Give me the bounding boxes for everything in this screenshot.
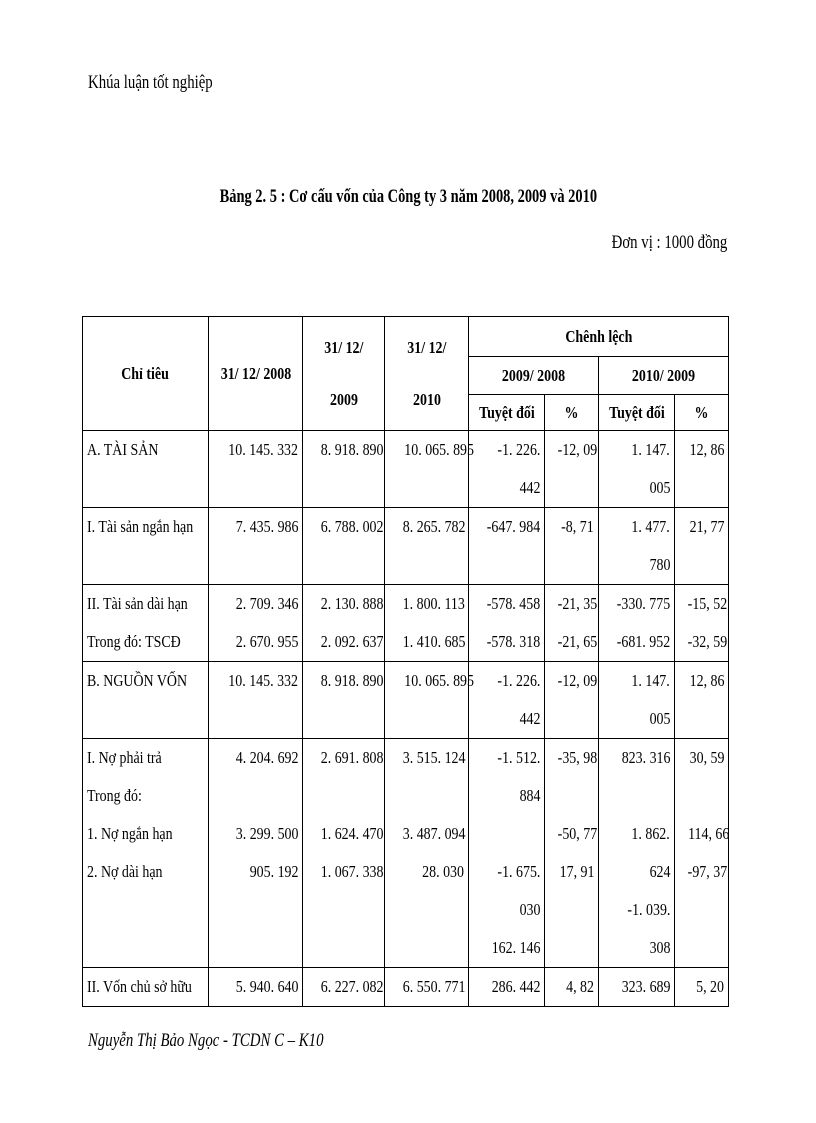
cell-2010: 10. 065. 895: [385, 662, 469, 739]
header-absolute-2: Tuyệt đối: [599, 395, 675, 431]
cell-absolute-2010-2009: -330. 775 -681. 952: [599, 585, 675, 662]
header-percent-2: %: [675, 395, 729, 431]
cell-absolute-2010-2009: 323. 689: [599, 968, 675, 1007]
cell-2009: 2. 130. 888 2. 092. 637: [303, 585, 385, 662]
header-2009: 31/ 12/ 2009: [303, 317, 385, 431]
cell-absolute-2010-2009: 1. 147. 005: [599, 662, 675, 739]
cell-percent-2009-2008: 4, 82: [545, 968, 599, 1007]
cell-absolute-2010-2009: 823. 316 1. 862. 624 -1. 039. 308: [599, 739, 675, 968]
cell-percent-2009-2008: -12, 09: [545, 431, 599, 508]
cell-2009: 6. 788. 002: [303, 508, 385, 585]
cell-indicator: A. TÀI SẢN: [83, 431, 209, 508]
unit-label: Đơn vị : 1000 đồng: [611, 232, 727, 253]
table-row: [83, 739, 729, 968]
cell-absolute-2009-2008: -1. 512. 884 -1. 675. 030 162. 146: [469, 739, 545, 968]
cell-percent-2010-2009: 5, 20: [675, 968, 729, 1007]
cell-2009: 2. 691. 808 1. 624. 470 1. 067. 338: [303, 739, 385, 968]
cell-2009: 6. 227. 082: [303, 968, 385, 1007]
cell-percent-2009-2008: -8, 71: [545, 508, 599, 585]
cell-absolute-2010-2009: 1. 477. 780: [599, 508, 675, 585]
cell-percent-2010-2009: -15, 52 -32, 59: [675, 585, 729, 662]
table-row: [83, 508, 729, 585]
cell-2010: 8. 265. 782: [385, 508, 469, 585]
cell-2008: 10. 145. 332: [209, 431, 303, 508]
cell-indicator: I. Nợ phải trả Trong đó: 1. Nợ ngắn hạn 2. Nợ dài hạn: [83, 739, 209, 968]
table-row: [83, 968, 729, 1007]
header-note: Khúa luận tốt nghiệp: [88, 72, 213, 93]
capital-structure-table: [82, 316, 729, 1007]
header-indicator: Chỉ tiêu: [83, 317, 209, 431]
cell-2010: 1. 800. 113 1. 410. 685: [385, 585, 469, 662]
table-row: [83, 585, 729, 662]
cell-2008: 4. 204. 692 3. 299. 500 905. 192: [209, 739, 303, 968]
footer-author: Nguyễn Thị Bảo Ngọc - TCDN C – K10: [88, 1030, 324, 1051]
cell-indicator: II. Vốn chủ sở hữu: [83, 968, 209, 1007]
cell-2009: 8. 918. 890: [303, 431, 385, 508]
cell-absolute-2009-2008: -647. 984: [469, 508, 545, 585]
table-row: [83, 431, 729, 508]
cell-indicator: B. NGUỒN VỐN: [83, 662, 209, 739]
cell-2008: 5. 940. 640: [209, 968, 303, 1007]
header-period-2010-2009: 2010/ 2009: [599, 357, 729, 395]
cell-percent-2009-2008: -21, 35 -21, 65: [545, 585, 599, 662]
header-absolute-1: Tuyệt đối: [469, 395, 545, 431]
cell-2010: 6. 550. 771: [385, 968, 469, 1007]
cell-percent-2009-2008: -35, 98 -50, 77 17, 91: [545, 739, 599, 968]
cell-2010: 10. 065. 895: [385, 431, 469, 508]
cell-absolute-2009-2008: -1. 226. 442: [469, 662, 545, 739]
table-row: [83, 662, 729, 739]
cell-absolute-2010-2009: 1. 147. 005: [599, 431, 675, 508]
header-2008: 31/ 12/ 2008: [209, 317, 303, 431]
cell-2010: 3. 515. 124 3. 487. 094 28. 030: [385, 739, 469, 968]
cell-2008: 10. 145. 332: [209, 662, 303, 739]
cell-absolute-2009-2008: 286. 442: [469, 968, 545, 1007]
header-percent-1: %: [545, 395, 599, 431]
cell-absolute-2009-2008: -1. 226. 442: [469, 431, 545, 508]
cell-indicator: I. Tài sản ngắn hạn: [83, 508, 209, 585]
cell-absolute-2009-2008: -578. 458 -578. 318: [469, 585, 545, 662]
cell-indicator: II. Tài sản dài hạn Trong đó: TSCĐ: [83, 585, 209, 662]
cell-2008: 7. 435. 986: [209, 508, 303, 585]
cell-percent-2009-2008: -12, 09: [545, 662, 599, 739]
cell-percent-2010-2009: 12, 86: [675, 662, 729, 739]
cell-percent-2010-2009: 30, 59 114, 66 -97, 37: [675, 739, 729, 968]
cell-percent-2010-2009: 12, 86: [675, 431, 729, 508]
cell-2009: 8. 918. 890: [303, 662, 385, 739]
header-period-2009-2008: 2009/ 2008: [469, 357, 599, 395]
cell-percent-2010-2009: 21, 77: [675, 508, 729, 585]
cell-2008: 2. 709. 346 2. 670. 955: [209, 585, 303, 662]
header-difference: Chênh lệch: [469, 317, 729, 357]
table-title: Bảng 2. 5 : Cơ cấu vốn của Công ty 3 năm 2008, 2009 và 2010: [219, 186, 597, 207]
header-2010: 31/ 12/ 2010: [385, 317, 469, 431]
